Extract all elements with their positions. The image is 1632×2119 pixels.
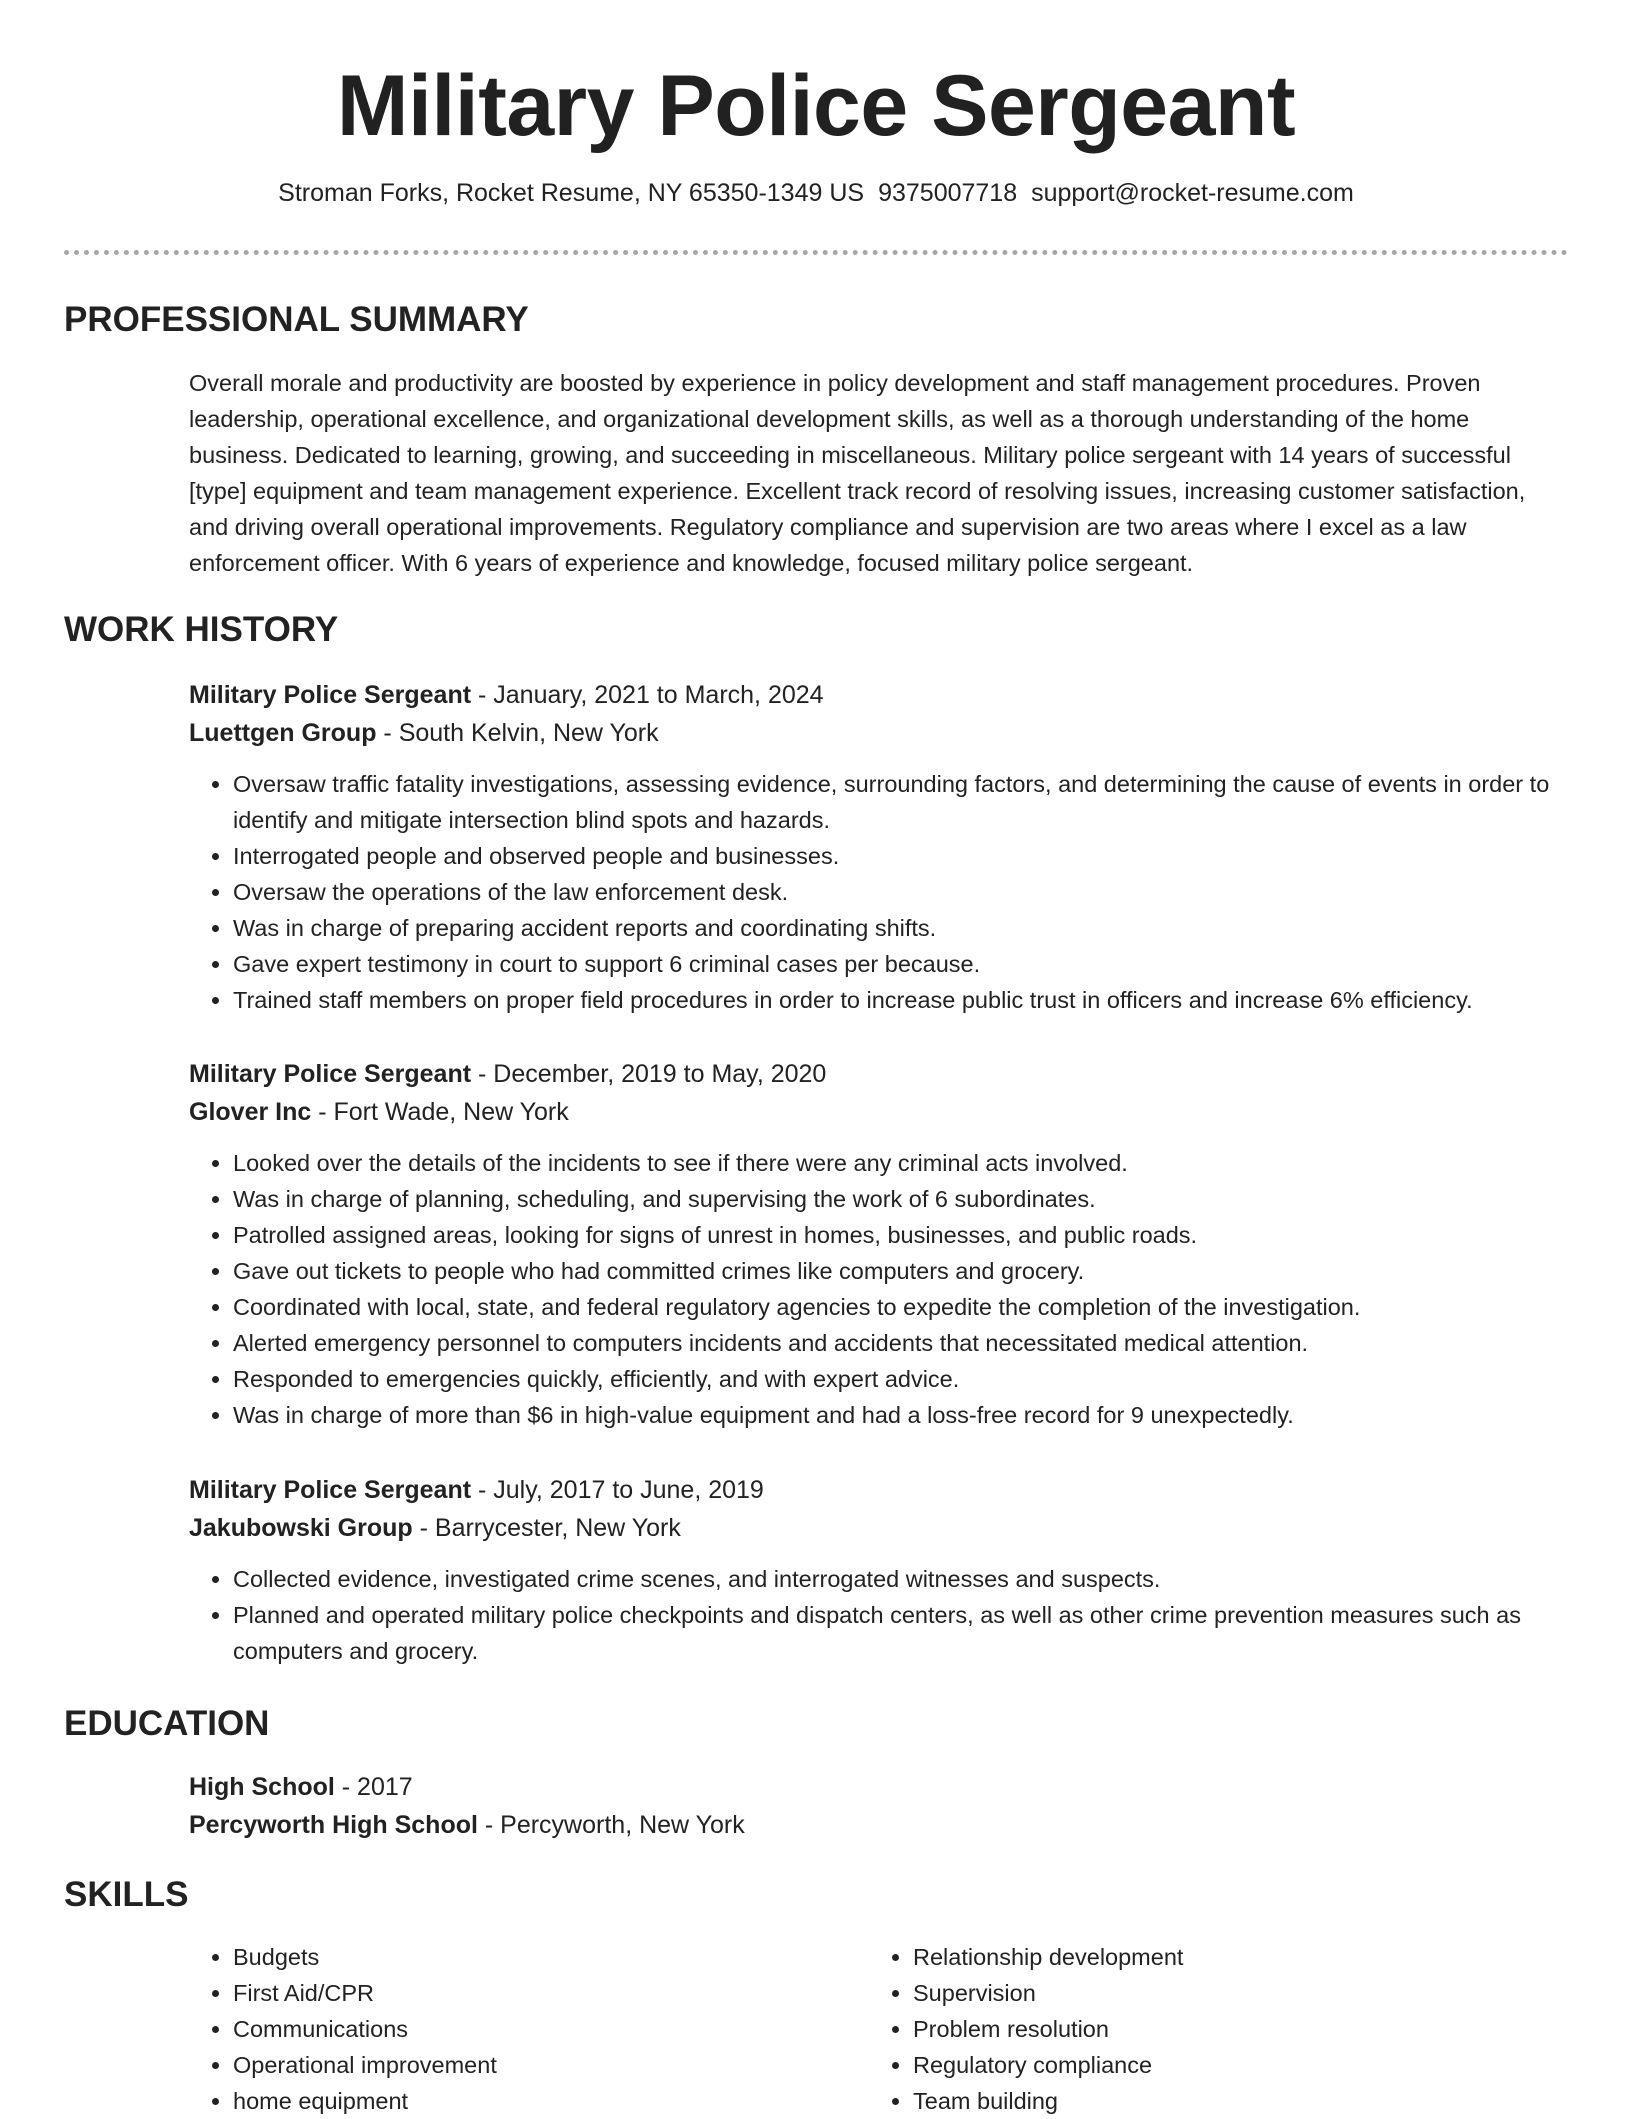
work-history-heading: WORK HISTORY (64, 610, 339, 649)
contact-email: support@rocket-resume.com (1031, 179, 1354, 207)
skills-heading: SKILLS (64, 1875, 189, 1914)
job-location: - South Kelvin, New York (376, 719, 659, 747)
summary-section (189, 365, 1569, 581)
job-bullet: • Was in charge of planning, scheduling, and supervising the work of 6 subordinates. (233, 1181, 1569, 1217)
job-bullet: • Looked over the details of the incidents to see if there were any criminal acts involved. (233, 1145, 1569, 1181)
education-entry (189, 1768, 1569, 1844)
job-company-line (189, 714, 1569, 752)
job-company: Glover Inc (189, 1098, 312, 1126)
job-title-line (189, 1055, 1569, 1093)
contact-line (0, 176, 1632, 210)
job-title-line (189, 1471, 1569, 1509)
header-divider (64, 250, 1568, 255)
job-entry (189, 1471, 1569, 1669)
education-degree-line (189, 1768, 1569, 1806)
summary-heading: PROFESSIONAL SUMMARY (64, 300, 529, 339)
skill-item: • Budgets (233, 1939, 829, 1975)
skills-left-column (189, 1939, 829, 2119)
education-school: Percyworth High School (189, 1811, 478, 1839)
education-school-line (189, 1806, 1569, 1844)
education-year: - 2017 (334, 1773, 413, 1801)
job-role: Military Police Sergeant (189, 681, 472, 709)
skills-list (869, 1939, 1509, 2119)
contact-address: Stroman Forks, Rocket Resume, NY 65350-1349 US (278, 179, 865, 207)
job-dates: - July, 2017 to June, 2019 (471, 1476, 764, 1504)
contact-phone: 9375007718 (878, 179, 1018, 207)
job-bullet: • Interrogated people and observed people and businesses. (233, 838, 1569, 874)
education-heading: EDUCATION (64, 1704, 270, 1743)
job-bullet: • Oversaw traffic fatality investigations, assessing evidence, surrounding factors, and determining the cause of events in order to identify and mitigate intersection blind spots and hazards. (233, 766, 1569, 838)
skill-item: • Communications (233, 2011, 829, 2047)
job-bullet: • Coordinated with local, state, and federal regulatory agencies to expedite the completion of the investigation. (233, 1289, 1569, 1325)
job-bullets (189, 1561, 1569, 1669)
skill-item: • Problem resolution (913, 2011, 1509, 2047)
job-role: Military Police Sergeant (189, 1476, 472, 1504)
job-bullet: • Was in charge of more than $6 in high-value equipment and had a loss-free record for 9 unexpectedly. (233, 1397, 1569, 1433)
skill-item: • First Aid/CPR (233, 1975, 829, 2011)
skill-item: • Team building (913, 2083, 1509, 2119)
skill-item: • Supervision (913, 1975, 1509, 2011)
job-entry (189, 676, 1569, 1018)
job-location: - Fort Wade, New York (311, 1098, 569, 1126)
job-bullet: • Gave out tickets to people who had committed crimes like computers and grocery. (233, 1253, 1569, 1289)
job-entry (189, 1055, 1569, 1433)
skill-item: • Operational improvement (233, 2047, 829, 2083)
job-bullet: • Oversaw the operations of the law enforcement desk. (233, 874, 1569, 910)
job-bullet: • Trained staff members on proper field procedures in order to increase public trust in officers and increase 6% efficiency. (233, 982, 1569, 1018)
job-title-line (189, 676, 1569, 714)
job-bullet: • Alerted emergency personnel to computers incidents and accidents that necessitated medical attention. (233, 1325, 1569, 1361)
skill-item: • Relationship development (913, 1939, 1509, 1975)
job-dates: - January, 2021 to March, 2024 (471, 681, 824, 709)
job-bullet: • Patrolled assigned areas, looking for signs of unrest in homes, businesses, and public roads. (233, 1217, 1569, 1253)
skill-item: • Regulatory compliance (913, 2047, 1509, 2083)
job-company: Luettgen Group (189, 719, 377, 747)
skill-item: • home equipment (233, 2083, 829, 2119)
job-bullet: • Collected evidence, investigated crime scenes, and interrogated witnesses and suspects. (233, 1561, 1569, 1597)
job-bullet: • Gave expert testimony in court to support 6 criminal cases per because. (233, 946, 1569, 982)
job-company-line (189, 1509, 1569, 1547)
job-bullets (189, 766, 1569, 1018)
job-bullet: • Planned and operated military police checkpoints and dispatch centers, as well as other crime prevention measures such as computers and grocery. (233, 1597, 1569, 1669)
resume-name: Military Police Sergeant (336, 58, 1296, 154)
summary-text: Overall morale and productivity are boosted by experience in policy development and staff management procedures. Proven leadership, operational excellence, and organizational development skills, as well as a thorough understanding of the home business. Dedicated to learning, growing, and succeeding in miscellaneous. Military police sergeant with 14 years of successful [type] equipment and team management experience. Excellent track record of resolving issues, increasing customer satisfaction, and driving overall operational improvements. Regulatory compliance and supervision are two areas where I excel as a law enforcement officer. With 6 years of experience and knowledge, focused military police sergeant. (189, 370, 1526, 576)
skills-list (189, 1939, 829, 2119)
job-bullets (189, 1145, 1569, 1433)
education-degree: High School (189, 1773, 335, 1801)
job-dates: - December, 2019 to May, 2020 (471, 1060, 827, 1088)
job-bullet: • Was in charge of preparing accident reports and coordinating shifts. (233, 910, 1569, 946)
education-location: - Percyworth, New York (477, 1811, 745, 1839)
job-role: Military Police Sergeant (189, 1060, 472, 1088)
skills-right-column (869, 1939, 1509, 2119)
job-location: - Barrycester, New York (412, 1514, 681, 1542)
job-bullet: • Responded to emergencies quickly, efficiently, and with expert advice. (233, 1361, 1569, 1397)
job-company: Jakubowski Group (189, 1514, 413, 1542)
job-company-line (189, 1093, 1569, 1131)
